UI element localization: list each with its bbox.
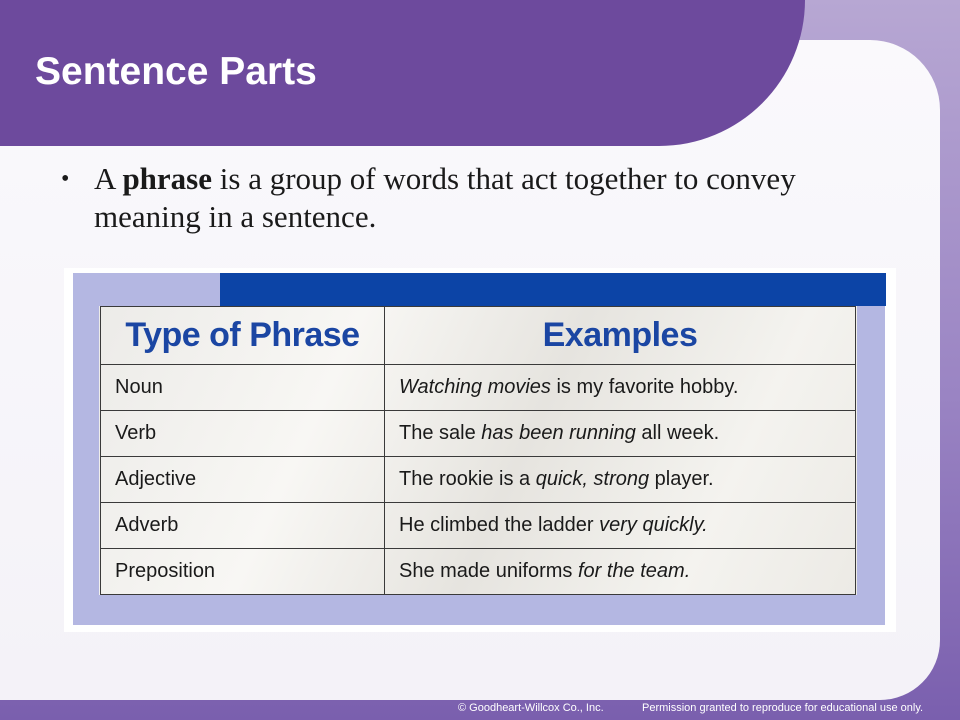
phrase-figure bbox=[64, 268, 896, 632]
header-type-of-phrase: Type of Phrase bbox=[101, 307, 385, 365]
example-phrase-highlight: very quickly. bbox=[599, 514, 708, 536]
footer-copyright: © Goodheart-Willcox Co., Inc. bbox=[458, 702, 604, 714]
table-row bbox=[101, 549, 856, 595]
table-row bbox=[101, 411, 856, 457]
table-header-row bbox=[101, 307, 856, 365]
phrase-type-cell: Noun bbox=[101, 365, 385, 411]
example-phrase-highlight: quick, strong bbox=[535, 468, 650, 490]
bullet-dot-icon: • bbox=[61, 166, 70, 192]
example-text: is my favorite hobby. bbox=[550, 376, 739, 398]
phrase-type-cell: Preposition bbox=[101, 549, 385, 595]
example-text: all week. bbox=[635, 422, 720, 444]
phrase-example-cell bbox=[385, 549, 856, 595]
table-row bbox=[101, 457, 856, 503]
phrase-type-cell: Verb bbox=[101, 411, 385, 457]
bullet-suffix: is a group of words that act together to convey meaning in a sentence. bbox=[94, 161, 796, 234]
example-text: She made uniforms bbox=[399, 560, 578, 582]
bullet-prefix: A bbox=[94, 161, 123, 196]
example-phrase-highlight: has been running bbox=[481, 422, 636, 444]
phrase-example-cell bbox=[385, 503, 856, 549]
table-body bbox=[101, 365, 856, 595]
phrase-type-cell: Adjective bbox=[101, 457, 385, 503]
example-text: player. bbox=[649, 468, 714, 490]
phrase-example-cell bbox=[385, 365, 856, 411]
footer-permission: Permission granted to reproduce for educational use only. bbox=[642, 702, 924, 714]
phrase-type-cell: Adverb bbox=[101, 503, 385, 549]
example-phrase-highlight: Watching movies bbox=[399, 376, 551, 398]
example-text: He climbed the ladder bbox=[399, 514, 600, 536]
phrase-example-cell bbox=[385, 411, 856, 457]
header-examples: Examples bbox=[385, 307, 856, 365]
phrase-table bbox=[100, 306, 856, 595]
example-text: The rookie is a bbox=[399, 468, 536, 490]
bullet-text bbox=[94, 160, 876, 236]
example-phrase-highlight: for the team. bbox=[577, 560, 691, 582]
slide-title: Sentence Parts bbox=[35, 50, 317, 93]
title-bar bbox=[0, 0, 805, 146]
phrase-example-cell bbox=[385, 457, 856, 503]
bullet-point bbox=[56, 160, 876, 236]
example-text: The sale bbox=[399, 422, 482, 444]
figure-header-strip bbox=[220, 273, 886, 306]
table-row bbox=[101, 503, 856, 549]
table-row bbox=[101, 365, 856, 411]
bullet-bold-term: phrase bbox=[122, 161, 213, 196]
